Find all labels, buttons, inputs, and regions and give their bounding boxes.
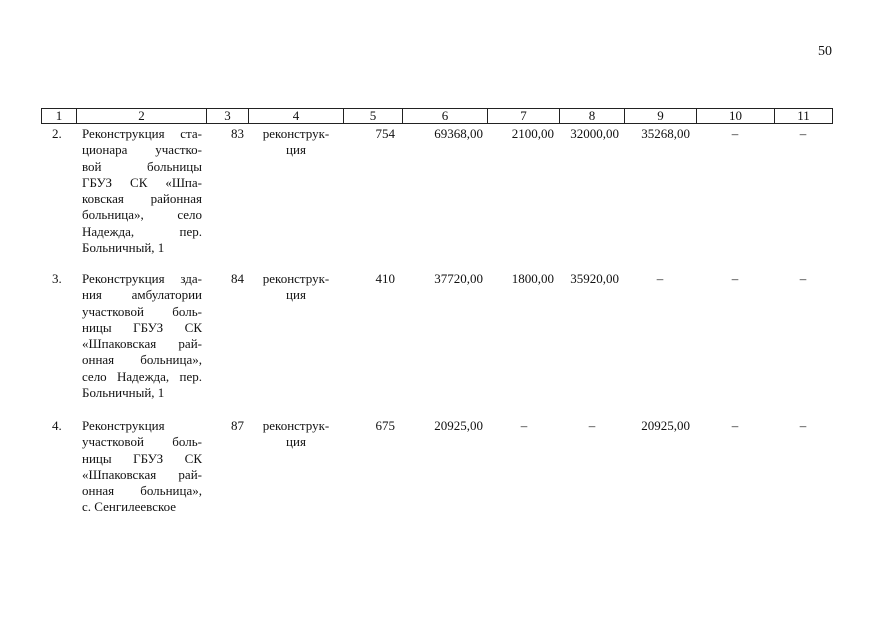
cell-col8: –: [588, 418, 596, 433]
cell-col10: –: [731, 271, 739, 286]
object-description: [82, 271, 202, 401]
cell-col11: –: [799, 126, 807, 141]
cell-col9: 35268,00: [641, 126, 690, 141]
page-number: 50: [818, 44, 832, 59]
description-line: вой больницы: [82, 158, 202, 174]
cell-col6: 69368,00: [434, 126, 483, 141]
row-number: 4.: [52, 418, 62, 433]
cell-col10: –: [731, 126, 739, 141]
header-cell-3: 3: [206, 108, 249, 124]
description-line: ницы ГБУЗ СК: [82, 450, 202, 466]
cell-col7: 2100,00: [511, 126, 554, 141]
cell-col3: 84: [231, 271, 244, 286]
header-cell-1: 1: [41, 108, 77, 124]
works-line: реконструк-: [262, 418, 330, 433]
description-line: Больничный, 1: [82, 385, 165, 401]
header-cell-6: 6: [402, 108, 488, 124]
description-line: село Надежда, пер.: [82, 368, 202, 384]
header-cell-4: 4: [248, 108, 344, 124]
cell-col5: 410: [375, 271, 395, 286]
row-number: 3.: [52, 271, 62, 286]
header-cell-2: 2: [76, 108, 207, 124]
description-line: онная больница»,: [82, 483, 202, 499]
cell-col5: 675: [375, 418, 395, 433]
cell-col11: –: [799, 271, 807, 286]
cell-col7: 1800,00: [511, 271, 554, 286]
description-line: больница», село: [82, 207, 202, 223]
description-line: Реконструкция ста-: [82, 126, 202, 141]
works-line: реконструк-: [262, 271, 330, 286]
description-line: с. Сенгилеевское: [82, 499, 177, 515]
header-cell-10: 10: [696, 108, 775, 124]
cell-col8: 35920,00: [570, 271, 619, 286]
description-line: Реконструкция: [82, 418, 165, 433]
row-number: 2.: [52, 126, 62, 141]
works-type: [254, 126, 338, 159]
description-line: ницы ГБУЗ СК: [82, 319, 202, 335]
cell-col3: 87: [231, 418, 244, 433]
works-line: ция: [286, 434, 306, 450]
description-line: ния амбулатории: [82, 287, 202, 303]
description-line: участковой боль-: [82, 434, 202, 450]
description-line: Реконструкция зда-: [82, 271, 202, 286]
description-line: ГБУЗ СК «Шпа-: [82, 174, 202, 190]
cell-col6: 37720,00: [434, 271, 483, 286]
header-cell-11: 11: [774, 108, 833, 124]
description-line: «Шпаковская рай-: [82, 466, 202, 482]
cell-col7: –: [520, 418, 528, 433]
cell-col11: –: [799, 418, 807, 433]
cell-col9: –: [656, 271, 664, 286]
cell-col9: 20925,00: [641, 418, 690, 433]
header-cell-8: 8: [559, 108, 625, 124]
cell-col5: 754: [375, 126, 395, 141]
works-type: [254, 271, 338, 304]
works-line: реконструк-: [262, 126, 330, 141]
header-cell-9: 9: [624, 108, 697, 124]
description-line: ционара участко-: [82, 142, 202, 158]
works-line: ция: [286, 142, 306, 158]
cell-col6: 20925,00: [434, 418, 483, 433]
description-line: Больничный, 1: [82, 240, 165, 256]
description-line: ковская районная: [82, 191, 202, 207]
cell-col8: 32000,00: [570, 126, 619, 141]
cell-col10: –: [731, 418, 739, 433]
description-line: онная больница»,: [82, 352, 202, 368]
object-description: [82, 418, 202, 516]
description-line: «Шпаковская рай-: [82, 336, 202, 352]
works-line: ция: [286, 287, 306, 303]
description-line: Надежда, пер.: [82, 223, 202, 239]
header-cell-5: 5: [343, 108, 403, 124]
header-cell-7: 7: [487, 108, 560, 124]
works-type: [254, 418, 338, 451]
cell-col3: 83: [231, 126, 244, 141]
object-description: [82, 126, 202, 256]
description-line: участковой боль-: [82, 303, 202, 319]
